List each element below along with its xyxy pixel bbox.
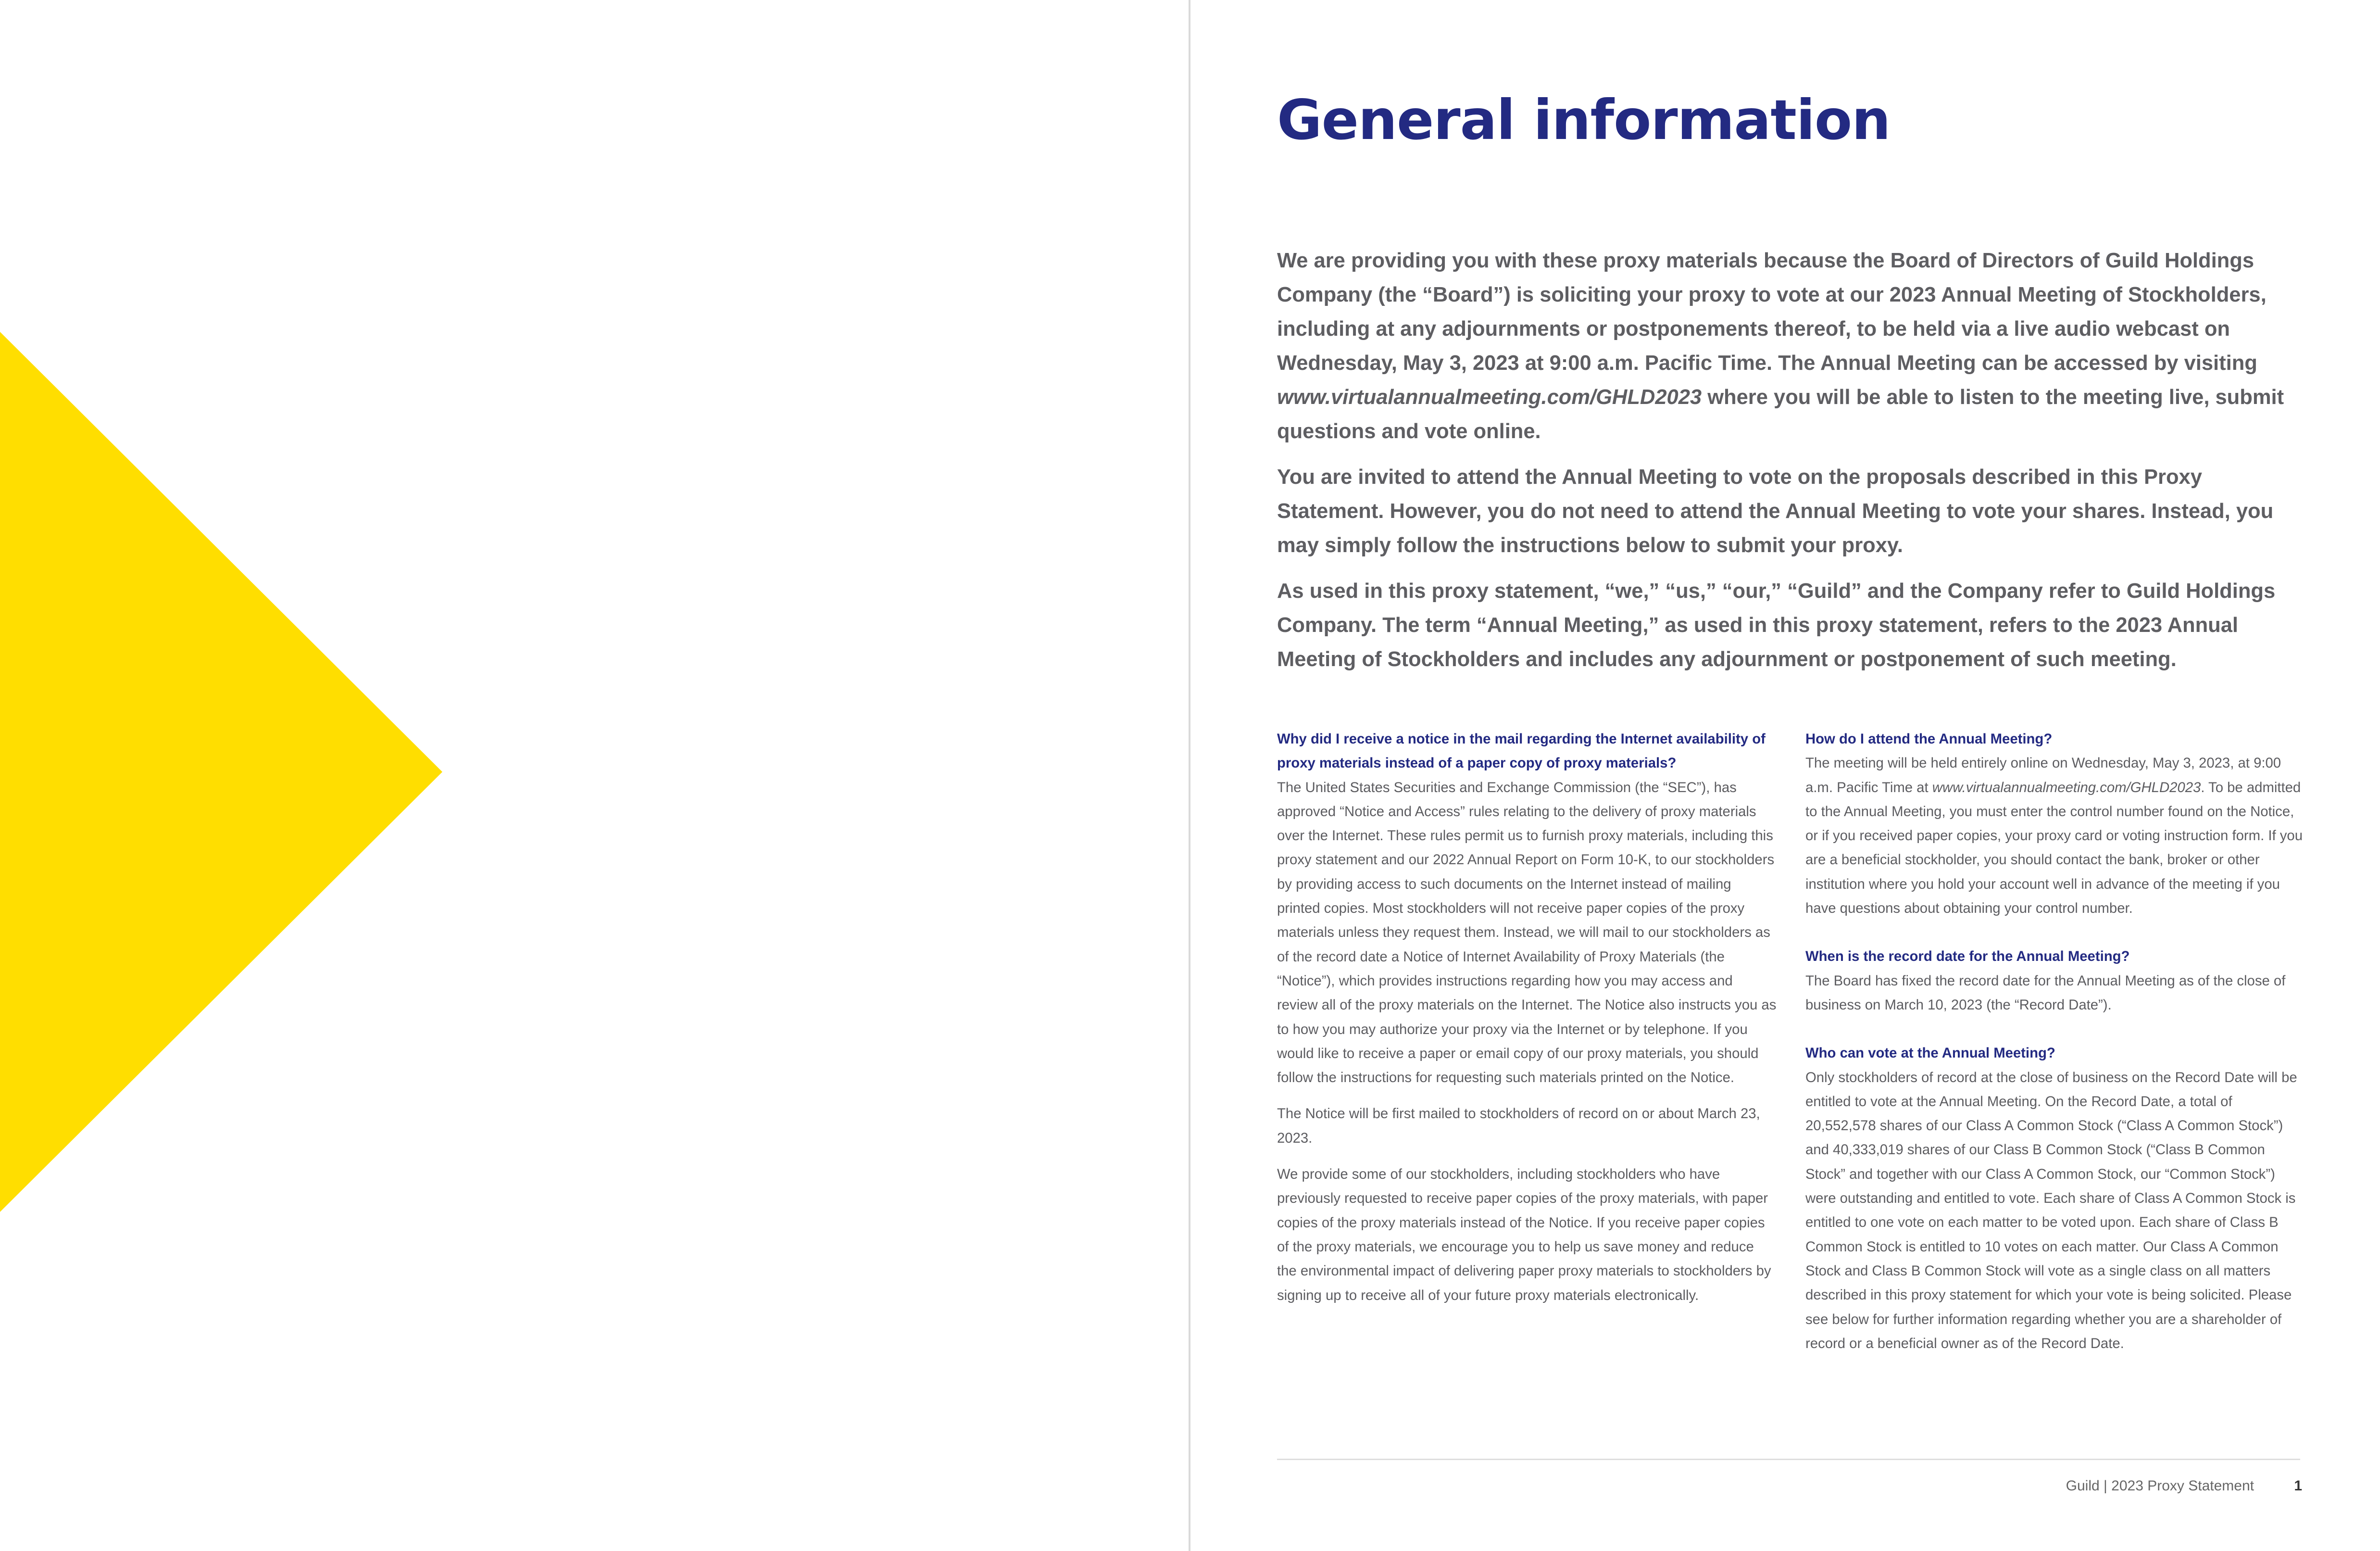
intro-paragraph-1 — [1277, 244, 2301, 449]
faq-answer-attend-url: www.virtualannualmeeting.com/GHLD2023 — [1932, 779, 2201, 795]
meeting-url: www.virtualannualmeeting.com/GHLD2023 — [1277, 386, 1702, 409]
faq-answer-notice-p2: The Notice will be first mailed to stockholders of record on or about March 23, 2023. — [1277, 1106, 1760, 1146]
intro-p1-text-a: We are providing you with these proxy materials because the Board of Directors of Guild Holdings Company (the “Board”) is soliciting your proxy to vote at our 2023 Annual Meeting of Stockholders, including at any adjournments or postponements thereof, to be held via a live audio webcast on Wednesday, May 3, 2023 at 9:00 a.m. Pacific Time. The Annual Meeting can be accessed by visiting — [1277, 249, 2267, 375]
faq-answer-attend — [1805, 751, 2305, 921]
faq-answer-attend-text-b: . To be admitted to the Annual Meeting, you must enter the control number found on the Notice, or if you received paper copies, your proxy card or voting instruction form. If you are a beneficial stockholder, you should contact the bank, broker or other institution where you hold your account well in advance of the meeting if you have questions about obtaining your control number. — [1805, 779, 2303, 917]
faq-question-who-can-vote: Who can vote at the Annual Meeting? — [1805, 1045, 2055, 1061]
footer-running-title: Guild | 2023 Proxy Statement — [2066, 1478, 2254, 1494]
faq-question-record-date: When is the record date for the Annual Meeting? — [1805, 948, 2130, 965]
faq-answer-attend-text-a: The meeting will be held entirely online on Wednesday, May 3, 2023, at 9:00 a.m. Pacific Time at — [1805, 755, 2281, 795]
faq-answer-notice-p3: We provide some of our stockholders, including stockholders who have previously requested to receive paper copies of the proxy materials, with paper copies of the proxy materials instead of the Notice. If you receive paper copies of the proxy materials, we encourage you to help us save money and reduce the environmental impact of delivering paper proxy materials to stockholders by signing up to receive all of your future proxy materials electronically. — [1277, 1166, 1771, 1303]
left-page — [0, 0, 1189, 1551]
faq-answer-notice-p1: The United States Securities and Exchange Commission (the “SEC”), has approved “Notice and Access” rules relating to the delivery of proxy materials over the Internet. These rules permit us to furnish proxy materials, including this proxy statement and our 2022 Annual Report on Form 10-K, to our stockholders by providing access to such documents on the Internet instead of mailing printed copies. Most stockholders will not receive paper copies of the proxy materials unless they request them. Instead, we will mail to our stockholders as of the record date a Notice of Internet Availability of Proxy Materials (the “Notice”), which provides instructions regarding how you may access and review all of the proxy materials on the Internet. The Notice also instructs you as to how you may authorize your proxy via the Internet or by telephone. If you would like to receive a paper or email copy of our proxy materials, you should follow the instructions for requesting such materials printed on the Notice. — [1277, 779, 1777, 1086]
intro-paragraph-3: As used in this proxy statement, “we,” “us,” “our,” “Guild” and the Company refer to Guild Holdings Company. The term “Annual Meeting,” as used in this proxy statement, refers to the 2023 Annual Meeting of Stockholders and includes any adjournment or postponement of such meeting. — [1277, 580, 2276, 671]
intro-section — [1277, 244, 2301, 688]
faq-column-left — [1277, 727, 1777, 1308]
intro-p1-text-b: where you will be able to listen to the meeting live, submit questions and vote online. — [1277, 386, 2284, 443]
yellow-triangle-graphic — [0, 0, 1189, 1551]
footer-divider — [1277, 1459, 2300, 1460]
faq-answer-who-can-vote: Only stockholders of record at the close of business on the Record Date will be entitled to vote at the Annual Meeting. On the Record Date, a total of 20,552,578 shares of our Class A Common Stock (“Class A Common Stock”) and 40,333,019 shares of our Class B Common Stock (“Class B Common Stock” and together with our Class A Common Stock, our “Common Stock”) were outstanding and entitled to vote. Each share of Class A Common Stock is entitled to one vote on each matter to be voted upon. Each share of Class B Common Stock is entitled to 10 votes on each matter. Our Class A Common Stock and Class B Common Stock will vote as a single class on all matters described in this proxy statement for which your vote is being solicited. Please see below for further information regarding whether you are a shareholder of record or a beneficial owner as of the Record Date. — [1805, 1069, 2297, 1351]
faq-question-notice: Why did I receive a notice in the mail regarding the Internet availability of proxy materials instead of a paper copy of proxy materials? — [1277, 731, 1766, 771]
faq-column-right — [1805, 727, 2305, 1356]
yellow-triangle-shape — [0, 332, 442, 1212]
page-title: General information — [1277, 88, 1891, 152]
page-spine-divider — [1189, 0, 1190, 1551]
page-number: 1 — [2294, 1478, 2302, 1494]
faq-answer-record-date: The Board has fixed the record date for the Annual Meeting as of the close of business on March 10, 2023 (the “Record Date”). — [1805, 972, 2286, 1013]
faq-question-attend: How do I attend the Annual Meeting? — [1805, 731, 2053, 747]
intro-paragraph-2: You are invited to attend the Annual Meeting to vote on the proposals described in this Proxy Statement. However, you do not need to attend the Annual Meeting to vote your shares. Instead, you may simply follow the instructions below to submit your proxy. — [1277, 466, 2274, 557]
